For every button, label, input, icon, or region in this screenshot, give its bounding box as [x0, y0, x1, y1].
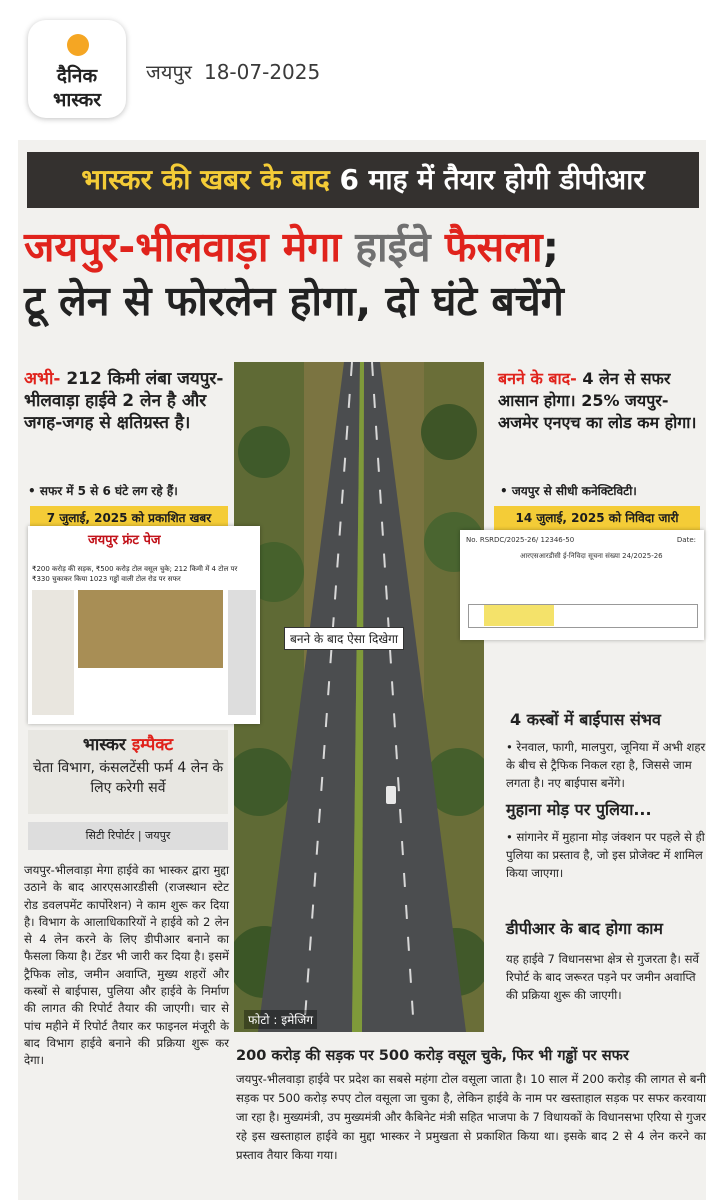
- impact-heading: [28, 732, 228, 755]
- after-label: बनने के बाद-: [498, 369, 577, 388]
- toll-heading: 200 करोड़ की सड़क पर 500 करोड़ वसूल चुके, फिर भी गड्ढों पर सफर: [236, 1047, 629, 1064]
- left-body-text: जयपुर-भीलवाड़ा मेगा हाईवे का भास्कर द्वारा मुद्दा उठाने के बाद आरएसआरडीसी (राजस्थान स्टेट रोड डवलपमेंट कार्पोरेशन) ने काम शुरू कर दिया है। विभाग के आलाधिकारियों ने हाईवे को 2 लेन से 4 लेन करने के लिए डीपीआर बनाने का फैसला किया है। टेंडर भी जारी कर दिया है। इसमें ट्रैफिक लोड, जमीन अवाप्ति, मुख्य शहरों और कस्बों से बाईपास, पुलिया और हाईवे के निर्माण की लागत की रिपोर्ट तैयार की जाएगी। चार से पांच महीने में रिपोर्ट तैयार कर फाइनल मंजूरी के बाद विभाग हाईवे बनाने की प्रक्रिया शुरू कर देगा।: [24, 863, 229, 1068]
- clip-photo: [78, 590, 223, 668]
- now-note: • सफर में 5 से 6 घंटे लग रहे हैं।: [28, 484, 178, 498]
- after-summary: [498, 368, 703, 434]
- headline-red: जयपुर-भीलवाड़ा मेगा: [24, 223, 341, 271]
- reporter-credit: सिटी रिपोर्टर | जयपुर: [28, 822, 228, 850]
- now-text: 212 किमी लंबा जयपुर-भीलवाड़ा हाईवे 2 लेन है और जगह-जगह से क्षतिग्रस्त है।: [24, 369, 224, 433]
- clip-text-block: [32, 590, 74, 715]
- culvert-text: • सांगानेर में मुहाना मोड़ जंक्शन पर पहले से ही पुलिया का प्रस्ताव है, जो इस प्रोजेक्ट में शामिल किया जाएगा।: [506, 830, 705, 880]
- top-band-text: 6 माह में तैयार होगी डीपीआर: [339, 163, 645, 196]
- bypass-text: • रेनवाल, फागी, मालपुरा, जूनिया में अभी शहर के बीच से ट्रैफिक निकल रहा है, जिससे जाम लगता है। नए बाईपास बनेंगे।: [506, 740, 706, 790]
- bypass-heading: 4 कस्बों में बाईपास संभव: [510, 710, 661, 729]
- after-text: 4 लेन से सफर आसान होगा। 25% जयपुर-अजमेर एनएच का लोड कम होगा।: [498, 369, 697, 432]
- top-band-highlight: भास्कर की खबर के बाद: [81, 163, 330, 196]
- highway-illustration: [234, 362, 484, 1032]
- logo-text-line2: भास्कर: [52, 89, 102, 111]
- impact-heading-red: इम्पैक्ट: [131, 735, 174, 755]
- dpr-text: यह हाईवे 7 विधानसभा क्षेत्र से गुजरता है। सर्वे रिपोर्ट के बाद जरूरत पड़ने पर जमीन अवाप्ति की प्रक्रिया शुरू की जाएगी।: [506, 952, 699, 1002]
- dpr-heading: डीपीआर के बाद होगा काम: [506, 919, 663, 938]
- dateline: [146, 58, 320, 85]
- impact-band: [28, 730, 228, 814]
- notice-number: No. RSRDC/2025-26/ 12346-50: [466, 536, 575, 544]
- notice-date: Date:: [676, 536, 696, 544]
- photo-callout: बनने के बाद ऐसा दिखेगा: [284, 627, 404, 650]
- clip-title: जयपुर फ्रंट पेज: [88, 533, 161, 548]
- top-band: [27, 152, 699, 208]
- toll-body-text: जयपुर-भीलवाड़ा हाईवे पर प्रदेश का सबसे महंगा टोल वसूला जाता है। 10 साल में 200 करोड़ की लागत से बनी सड़क पर 500 करोड़ रुपए टोल वसूला जा चुका है, लेकिन हाईवे के नाम पर खस्ताहाल सड़क पर सफर करवाया जा रहा है। मुख्यमंत्री, उप मुख्यमंत्री और कैबिनेट मंत्री सहित भाजपा के 7 विधायकों के विधानसभा एरिया से गुजर रहे इस खस्ताहाल हाईवे का मुद्दा भास्कर ने प्रमुखता से प्रकाशित किया था। इसके बाद 2 से 4 लेन करने का प्रस्ताव तैयार किया गया।: [236, 1072, 706, 1162]
- headline-gray: हाईवे: [355, 223, 431, 271]
- headline-end: ;: [542, 223, 560, 271]
- published-date-band: 7 जुलाई, 2025 को प्रकाशित खबर: [30, 506, 228, 530]
- headline-line1: [24, 218, 694, 274]
- clip-subtitle: ₹200 करोड़ की सड़क, ₹500 करोड़ टोल वसूल चुके; 212 किमी में 4 टोल पर ₹330 चुकाकर किया 1023 गड्ढों वाली टोल रोड पर सफर: [32, 565, 238, 583]
- previous-article-clip: [28, 526, 260, 724]
- logo-text-line1: दैनिक: [56, 65, 98, 87]
- culvert-heading: मुहाना मोड़ पर पुलिया...: [506, 800, 652, 819]
- city-label: जयपुर: [146, 60, 192, 84]
- impact-heading-dark: भास्कर: [82, 735, 126, 755]
- tender-date-band: 14 जुलाई, 2025 को निविदा जारी: [494, 506, 700, 530]
- impact-subheading: चेता विभाग, कंसलटेंसी फर्म 4 लेन के लिए करेगी सर्वे: [32, 760, 224, 796]
- now-summary: [24, 368, 229, 434]
- photo-credit: फोटो : इमेजिंग: [244, 1010, 317, 1029]
- tender-notice-clip: [460, 530, 704, 640]
- now-label: अभी-: [24, 369, 61, 389]
- notice-title: आरएसआरडीसी ई-निविदा सूचना संख्या 24/2025-26: [520, 552, 663, 560]
- date-label: 18-07-2025: [203, 60, 321, 84]
- notice-table: [468, 604, 698, 628]
- clip-text-block: [228, 590, 256, 715]
- headline-line2: टू लेन से फोरलेन होगा, दो घंटे बचेंगे: [24, 277, 564, 325]
- logo-sun-icon: [67, 34, 89, 56]
- app-logo: [28, 20, 126, 118]
- highway-photo: [234, 362, 484, 1032]
- headline-red2: फैसला: [444, 223, 543, 271]
- after-note: • जयपुर से सीधी कनेक्टिविटी।: [500, 484, 637, 498]
